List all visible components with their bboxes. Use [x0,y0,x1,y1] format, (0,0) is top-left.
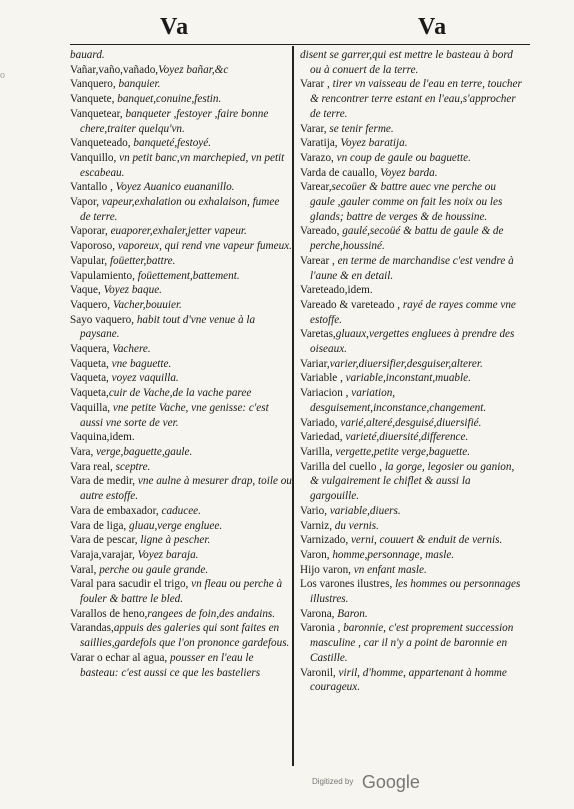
dictionary-entry [70,239,292,254]
entry-translation: variation, desguisement,inconstance,changement. [310,387,487,414]
entry-headword: Varal, [70,563,100,576]
dictionary-entry [70,577,292,606]
dictionary-entry [70,107,292,136]
entry-headword: Sayo vaquero, [70,313,137,326]
entry-headword: Vaquero, [70,298,113,311]
entry-translation: en terme de marchandise c'est vendre à l'aune & en detail. [310,254,514,282]
dictionary-entry [300,416,522,431]
dictionary-entry [70,445,292,460]
entry-headword: Vareado & vareteado , [300,298,403,311]
dictionary-entry [300,357,522,372]
entry-headword: Vario, [300,504,330,517]
entry-translation: banquet,conuine,festin. [117,93,222,106]
entry-headword: Vanquete, [70,93,118,106]
dictionary-entry [70,519,292,534]
dictionary-entry [70,504,292,519]
entry-translation: rayé de rayes comme vne estoffe. [310,298,516,326]
entry-headword: Varazo, [300,151,337,164]
dictionary-entry [70,151,292,180]
dictionary-entry [300,666,522,695]
entry-headword: Vaquera, [70,343,113,356]
dictionary-entry [300,254,522,283]
margin-mark: o [0,70,5,81]
entry-translation: Vacher,bouuier. [112,298,182,311]
entry-headword: Vara real, [70,460,116,473]
dictionary-entry [300,504,522,519]
entry-headword: Varda de cauallo, [300,166,381,179]
entry-translation: pousser en l'eau le basteau: c'est aussi ce que les basteliers [80,651,261,679]
dictionary-entry [70,533,292,548]
entry-translation: banqueté,festoyé. [133,137,212,150]
left-column [70,48,292,680]
dictionary-entry [70,563,292,578]
entry-headword: Vapular, [70,254,110,267]
entry-translation: variable,inconstant,muable. [345,372,471,385]
dictionary-entry [70,254,292,269]
entry-translation: variable,diuers. [329,504,401,517]
running-head-left: Va [160,14,190,40]
dictionary-entry [300,48,522,77]
dictionary-entry [70,342,292,357]
entry-headword: Varaja,varajar, [70,548,138,561]
entry-translation: vn fleau ou perche à fouler & battre le bled. [80,578,283,606]
dictionary-entry [300,533,522,548]
entry-translation: varier,diuersifier,desguiser,alterer. [329,357,483,370]
dictionary-entry [70,63,292,78]
dictionary-entry [300,151,522,166]
entry-headword: Los varones ilustres, [300,578,396,591]
entry-headword: Variado, [300,416,341,429]
dictionary-entry [70,195,292,224]
dictionary-entry [70,180,292,195]
dictionary-entry [300,166,522,181]
entry-translation: Voyez bañar,&c [158,63,229,76]
dictionary-entry [300,371,522,386]
entry-headword: Vara de liga, [70,519,130,532]
entry-headword: Variedad, [300,431,346,444]
entry-headword: Vaqueta, [70,357,112,370]
entry-translation: vn coup de gaule ou baguette. [336,151,471,164]
right-column [300,48,522,695]
entry-translation: foüettement,battement. [137,269,240,282]
entry-translation: vergette,petite verge,baguette. [335,445,471,458]
entry-headword: Vapulamiento, [70,269,138,282]
dictionary-entry [70,92,292,107]
dictionary-entry [300,386,522,415]
entry-headword: Vaqueta, [70,372,112,385]
entry-translation: vapeur,exhalation ou exhalaison, fumee de terre. [80,196,280,223]
google-logo: Google [361,772,420,792]
entry-headword: Vantallo , [70,181,116,194]
entry-headword: Vaque, [70,284,104,297]
dictionary-entry [300,519,522,534]
dictionary-entry [70,313,292,342]
dictionary-entry [70,269,292,284]
entry-translation: vaporeux, qui rend vne vapeur fumeux. [117,240,292,253]
dictionary-entry [70,548,292,563]
entry-translation: du vernis. [334,519,379,532]
dictionary-entry [70,460,292,475]
header-rule [70,44,530,45]
entry-translation: tirer vn vaisseau de l'eau en terre, toucher & rencontrer terre estant en l'eau,s'approcher de terre. [310,78,522,120]
dictionary-entry [300,224,522,253]
dictionary-entry [300,548,522,563]
dictionary-entry [300,136,522,151]
entry-headword: Varear , [300,254,338,267]
column-divider [292,46,294,766]
entry-translation: Baron. [337,607,368,620]
entry-translation: Voyez baratija. [340,137,408,150]
entry-translation: Voyez barda. [380,166,438,179]
dictionary-entry [300,563,522,578]
dictionary-entry [70,224,292,239]
entry-translation: varieté,diuersité,difference. [345,431,469,444]
entry-headword: Vanquillo, [70,151,120,164]
entry-headword: Vaquina,idem. [70,431,135,444]
entry-headword: Vañar,vaño,vañado, [70,63,159,76]
dictionary-entry [70,474,292,503]
entry-headword: Vara de embaxador, [70,504,162,517]
dictionary-entry [300,460,522,504]
entry-translation: se tenir ferme. [329,122,394,135]
entry-translation: foüetter,battre. [109,254,176,267]
entry-translation: euaporer,exhaler,jetter vapeur. [110,225,247,238]
entry-translation: gaulé,secoüé & battu de gaule & de perche,houssiné. [310,225,504,253]
entry-headword: Vaporoso, [70,240,118,253]
entry-translation: la gorge, legosier ou ganion, & vulgairement le chiflet & aussi la gargouille. [310,460,515,503]
entry-headword: Vara, [70,445,97,458]
entry-translation: vne petite Vache, vne genisse: c'est aussi vne sorte de ver. [80,401,269,429]
entry-headword: Vareteado,idem. [300,284,373,297]
entry-translation: homme,personnage, masle. [332,548,455,561]
dictionary-entry [70,401,292,430]
dictionary-entry [300,298,522,327]
entry-translation: banquier. [118,78,161,91]
entry-translation: sceptre. [115,460,151,473]
entry-translation: varié,alteré,desguisé,diuersifié. [340,416,482,429]
entry-headword: Vaporar, [70,225,111,238]
entry-headword: Vaquilla, [70,401,113,414]
dictionary-entry [300,180,522,224]
dictionary-entry [300,327,522,356]
entry-translation: banqueter ,festoyer ,faire bonne chere,traiter quelqu'vn. [80,107,269,135]
entry-translation: vn enfant masle. [353,563,427,576]
entry-translation: verge,baguette,gaule. [96,445,193,458]
digitized-label: Digitized by [312,777,354,786]
entry-headword: Vanquero, [70,78,119,91]
entry-translation: Vachere. [112,343,151,356]
entry-headword: Varar , [300,78,333,91]
entry-translation: voyez vaquilla. [111,372,179,385]
dictionary-entry [70,621,292,650]
dictionary-entry [70,77,292,92]
dictionary-entry [70,430,292,445]
entry-translation: vne aulne à mesurer drap, toile ou autre estoffe. [80,475,292,503]
entry-headword: Varonil, [300,666,339,679]
dictionary-entry [70,298,292,313]
entry-translation: Voyez baque. [103,284,162,297]
dictionary-entry [70,386,292,401]
entry-translation: gluaux,vergettes engluees à prendre des oiseaux. [310,328,515,356]
running-head-right: Va [418,14,448,40]
dictionary-entry [70,48,292,63]
dictionary-entry [300,430,522,445]
entry-headword: Vapor, [70,196,102,209]
entry-translation: habit tout d'vne venue à la paysane. [80,313,256,341]
entry-headword: Vanquetear, [70,107,126,120]
entry-translation: Voyez Auanico euananillo. [115,181,235,194]
entry-headword: Vaqueta, [70,387,109,400]
entry-headword: Varal para sacudir el trigo, [70,578,192,591]
dictionary-entry [70,283,292,298]
entry-headword: Varallos de heno, [70,607,148,620]
dictionary-entry [300,445,522,460]
dictionary-entry [300,621,522,665]
entry-headword: Variable , [300,372,346,385]
entry-translation: les hommes ou personnages illustres. [310,578,521,606]
entry-translation: disent se garrer,qui est mettre le basteau à bord ou à conuert de la terre. [300,49,513,76]
entry-translation: viril, d'homme, appartenant à homme courageux. [310,666,507,694]
dictionary-entry [300,577,522,606]
entry-headword: Varatija, [300,137,341,150]
entry-translation: bauard. [70,49,105,61]
entry-headword: Vara de medir, [70,475,138,488]
entry-headword: Varnizado, [300,534,351,547]
entry-translation: rangees de foin,des andains. [147,607,276,620]
entry-headword: Vara de pescar, [70,534,141,547]
dictionary-entry [300,283,522,298]
entry-headword: Varilla del cuello , [300,460,385,473]
dictionary-entry [300,607,522,622]
entry-headword: Varon, [300,548,333,561]
dictionary-entry [70,136,292,151]
entry-headword: Varilla, [300,445,336,458]
entry-translation: gluau,verge engluee. [129,519,223,532]
entry-translation: cuir de Vache,de la vache paree [108,387,252,400]
entry-headword: Varniz, [300,519,335,532]
entry-translation: ligne à pescher. [140,534,211,547]
entry-headword: Vareado, [300,225,343,238]
entry-headword: Variacion , [300,387,352,400]
dictionary-entry [300,122,522,137]
entry-headword: Varetas, [300,328,336,341]
dictionary-entry [70,357,292,372]
dictionary-entry [70,651,292,680]
dictionary-entry [300,77,522,121]
entry-translation: verni, couuert & enduit de vernis. [350,534,503,547]
digitized-stamp [312,772,420,793]
entry-translation: secoüer & battre auec vne perche ou gaule ,gauler comme on fait les noix ou les glands; battre de verges & de houssine. [310,181,503,223]
entry-translation: Voyez baraja. [137,548,199,561]
entry-translation: vn petit banc,vn marchepied, vn petit escabeau. [80,151,285,179]
entry-translation: appuis des galeries qui sont faites en saillies,gardefols que l'on prononce gardefous. [80,622,290,650]
entry-headword: Varear, [300,181,332,194]
dictionary-entry [70,607,292,622]
entry-translation: perche ou gaule grande. [99,563,209,576]
entry-headword: Varar, [300,122,330,135]
entry-headword: Varona, [300,607,338,620]
entry-headword: Varandas, [70,622,114,635]
entry-translation: vne baguette. [111,357,172,370]
entry-translation: baronnie, c'est proprement succession masculine , car il n'y a point de baronnie en Castille. [310,622,514,664]
entry-translation: caducee. [161,504,201,517]
entry-headword: Varonia , [300,622,344,635]
entry-headword: Vanqueteado, [70,137,134,150]
entry-headword: Varar o echar al agua, [70,651,171,664]
entry-headword: Hijo varon, [300,563,354,576]
entry-headword: Variar, [300,357,330,370]
dictionary-entry [70,371,292,386]
